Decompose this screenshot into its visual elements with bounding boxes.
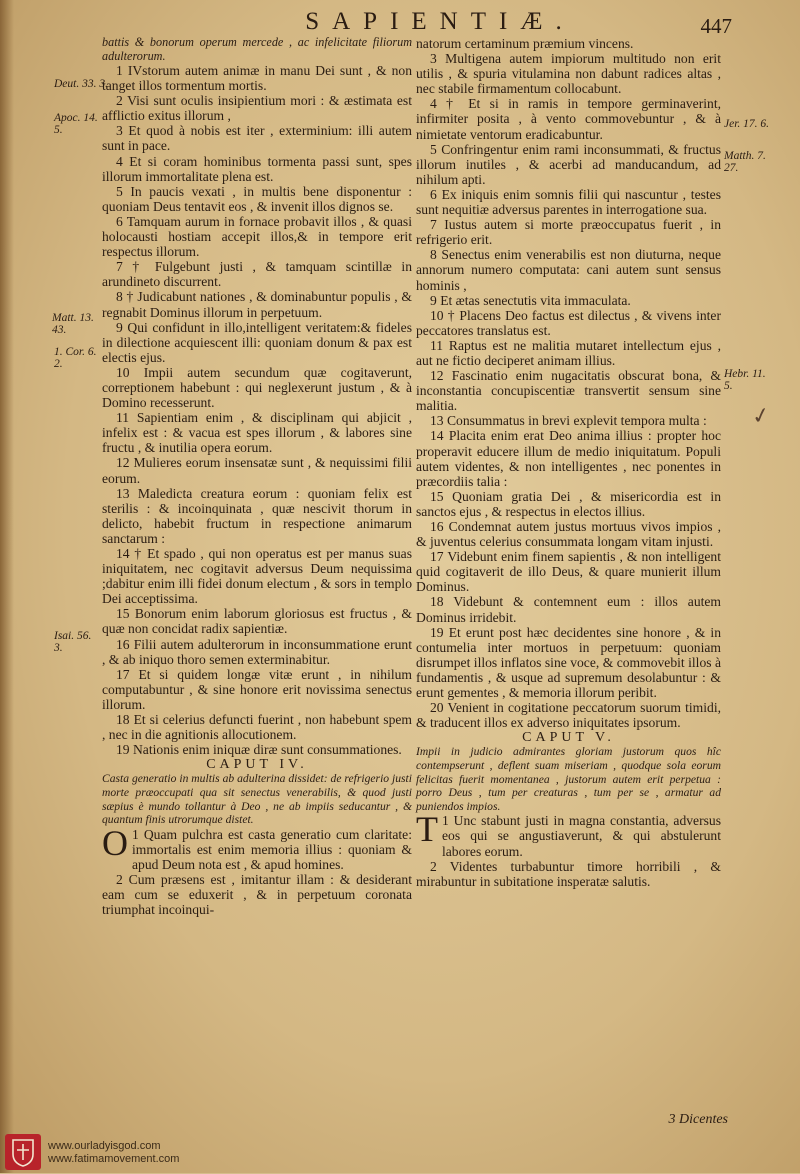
verse: 17 Videbunt enim finem sapientis , & non intelligent quid cogitaverit de illo Deus, & quare munierit illum Dominus. (416, 549, 721, 595)
verse: 16 Condemnat autem justus mortuus vivos impios , & juventus celerius consummata longam vitam injusti. (416, 519, 721, 550)
verse: 10 Impii autem secundum quæ cogitaverunt, correptionem habebunt : qui neglexerunt justum , & à Domino recesserunt. (102, 364, 412, 411)
verse: 5 Confringentur enim rami inconsummati, & fructus illorum inutiles , & acerbi ad manducandum, ad nihilum apti. (416, 141, 721, 187)
margin-reference: Hebr. 11. 5. (724, 368, 766, 392)
running-head: SAPIENTIÆ. (305, 8, 575, 35)
verse: 4 Et si coram hominibus tormenta passi sunt, spes illorum immortalitate plena est. (102, 153, 412, 184)
verse: 16 Filii autem adulterorum in inconsummatione erunt , & ab iniquo thoro semen exterminabitur. (102, 636, 412, 667)
verse: 19 Et erunt post hæc decidentes sine honore , & in contumelia inter mortuos in perpetuum: quoniam disrumpet illos inflatos sine voce, & commovebit illos à fundamentis , & usque ad supremum desolabuntur : & erunt gementes , & memoria illorum peribit. (416, 624, 721, 701)
verse-text: 1 Quam pulchra est casta generatio cum claritate: immortalis est enim memoria illius : quoniam & apud Deum nota est , & apud homines. (132, 826, 412, 872)
margin-reference: Deut. 33. 3. (54, 78, 108, 90)
verse: 7 Iustus autem si morte præoccupatus fuerit , in refrigerio erit. (416, 217, 721, 248)
verse: 2 Videntes turbabuntur timore horribili , & mirabuntur in subitatione insperatæ salutis. (416, 858, 721, 889)
verse: 8 Senectus enim venerabilis est non diuturna, neque annorum numero computata: cani autem sunt sensus hominis , (416, 247, 721, 293)
chapter-heading: CAPUT V. (522, 730, 615, 746)
verse: 11 Raptus est ne malitia mutaret intellectum ejus , aut ne fictio deciperet animam illius. (416, 337, 721, 368)
catchword: 3 Dicentes (668, 1112, 728, 1127)
verse: 20 Venient in cogitatione peccatorum suorum timidi, & traducent illos ex adverso iniquitates ipsorum. (416, 700, 721, 731)
margin-reference: 1. Cor. 6. 2. (54, 346, 97, 370)
right-column (416, 36, 721, 889)
verse: 10 † Placens Deo factus est dilectus , & vivens inter peccatores translatus est. (416, 307, 721, 338)
verse: 14 † Et spado , qui non operatus est per manus suas iniquitatem, nec cogitavit adversus Deum nequissima ;dabitur enim illi fidei donum electum , & sors in templo Dei acceptissima. (102, 546, 412, 607)
chapter-summary: Impii in judicio admirantes gloriam justorum quos hîc contempserunt , deflent suam miseriam , quodque sola eorum felicitas fuerit momentanea , justorum autem erit perpetua : porro Deus , tum per creaturas , tum per se , armatur ad puniendos impios. (416, 745, 721, 813)
verse: 12 Mulieres eorum insensatæ sunt , & nequissimi filii eorum. (102, 455, 412, 486)
page-number: 447 (700, 14, 732, 38)
chapter-heading: CAPUT IV. (206, 757, 308, 773)
page-edge-shadow (0, 0, 14, 1173)
margin-reference: Matth. 7. 27. (724, 150, 766, 174)
verse: 13 Consummatus in brevi explevit tempora multa : (430, 413, 707, 429)
rubric-continuation: battis & bonorum operum mercede , ac infelicitate filiorum adulterorum. (102, 35, 412, 63)
verse: 19 Nationis enim iniquæ diræ sunt consummationes. (116, 742, 402, 758)
verse (416, 809, 721, 859)
verse: 14 Placita enim erat Deo anima illius : propter hoc properavit educere illum de medio iniquitatum. Populi autem videntes, & non intelligentes , nec ponentes in præcordiis talia : (416, 428, 721, 489)
watermark-footer (0, 1132, 300, 1173)
left-column (102, 36, 412, 917)
drop-capital: O (102, 822, 128, 863)
watermark-urls (48, 1140, 179, 1166)
verse: 11 Sapientiam enim , & disciplinam qui abjicit , infelix est : & vacua est spes illorum , & labores sine fructu , & inutilia opera eorum. (102, 410, 412, 456)
verse: 15 Quoniam gratia Dei , & misericordia est in sanctos ejus , & respectus in electos illius. (416, 488, 721, 519)
verse: 18 Videbunt & contemnent eum : illos autem Dominus irridebit. (416, 594, 721, 625)
chapter-summary: Casta generatio in multis ab adulterina dissidet: de refrigerio justi morte præoccupati qua sit senectus venerabilis, & quod justi sæpius è mundo tollantur à Deo , ne ab impiis seducantur , & quantum finis utrorumque distet. (102, 772, 412, 827)
handwritten-mark-icon: ✓ (749, 402, 773, 431)
margin-reference: Isai. 56. 3. (54, 630, 92, 654)
verse: 5 In paucis vexati , in multis bene disponentur : quoniam Deus tentavit eos , & invenit illos dignos se. (102, 183, 412, 214)
verse-text: 1 Unc stabunt justi in magna constantia, adversus eos qui se angustiaverunt, & qui abstulerunt labores eorum. (442, 813, 721, 859)
verse: natorum certaminum præmium vincens. (416, 36, 634, 51)
margin-reference: Jer. 17. 6. (724, 118, 770, 130)
verse: 4 † Et si in ramis in tempore germinaverint, infirmiter posita , à vento commovebuntur , & à nimietate ventorum eradicabuntur. (416, 96, 721, 142)
verse: 1 IVstorum autem animæ in manu Dei sunt , & non tanget illos tormentum mortis. (102, 63, 412, 94)
verse: 9 Qui confidunt in illo,intelligent veritatem:& fideles in dilectione acquiescent illi: quoniam donum & pax est electis ejus. (102, 319, 412, 365)
verse: 15 Bonorum enim laborum gloriosus est fructus , & quæ non concidat radix sapientiæ. (102, 606, 412, 637)
verse: 2 Cum præsens est , imitantur illam : & desiderant eam cum se eduxerit , & in perpetuum coronata triumphat incoinqui- (102, 872, 412, 918)
verse: 17 Et si quidem longæ vitæ erunt , in nihilum computabuntur , & sine honore erit novissima senectus illorum. (102, 666, 412, 712)
verse: 9 Et ætas senectutis vita immaculata. (430, 292, 631, 308)
margin-reference: Matt. 13. 43. (52, 312, 94, 336)
watermark-url: www.fatimamovement.com (48, 1153, 180, 1165)
drop-capital: T (416, 809, 438, 850)
verse: 7 † Fulgebunt justi , & tamquam scintillæ in arundineto discurrent. (102, 259, 412, 290)
verse (102, 822, 412, 872)
margin-reference: Apoc. 14. 5. (54, 112, 98, 136)
verse: 6 Tamquam aurum in fornace probavit illos , & quasi holocausti hostiam accepit illos,& in tempore erit respectus illorum. (102, 213, 412, 260)
verse: 2 Visi sunt oculis insipientium mori : & æstimata est afflictio exitus illorum , (102, 93, 412, 124)
watermark-url: www.ourladyisgod.com (48, 1140, 161, 1152)
verse: 18 Et si celerius defuncti fuerint , non habebunt spem , nec in die agnitionis allocutionem. (102, 712, 412, 743)
verse: 8 † Judicabunt nationes , & dominabuntur populis , & regnabit Dominus illorum in perpetuum. (102, 289, 412, 320)
verse: 13 Maledicta creatura eorum : quoniam felix est sterilis : & incoinquinata , quæ nescivit thorum in delicto, habebit fructum in respectione animarum sanctarum : (102, 485, 412, 546)
coat-of-arms-icon (5, 1134, 41, 1170)
verse: 12 Fascinatio enim nugacitatis obscurat bona, & inconstantia concupiscentiæ transvertit sensum sine malitia. (416, 368, 721, 414)
verse: 3 Et quod à nobis est iter , exterminium: illi autem sunt in pace. (102, 123, 412, 154)
verse: 6 Ex iniquis enim somnis filii qui nascuntur , testes sunt nequitiæ adversus parentes in interrogatione sua. (416, 186, 721, 218)
verse: 3 Multigena autem impiorum multitudo non erit utilis , & spuria vitulamina non dabunt radices altas , nec stabile firmamentum collocabunt. (416, 51, 721, 97)
